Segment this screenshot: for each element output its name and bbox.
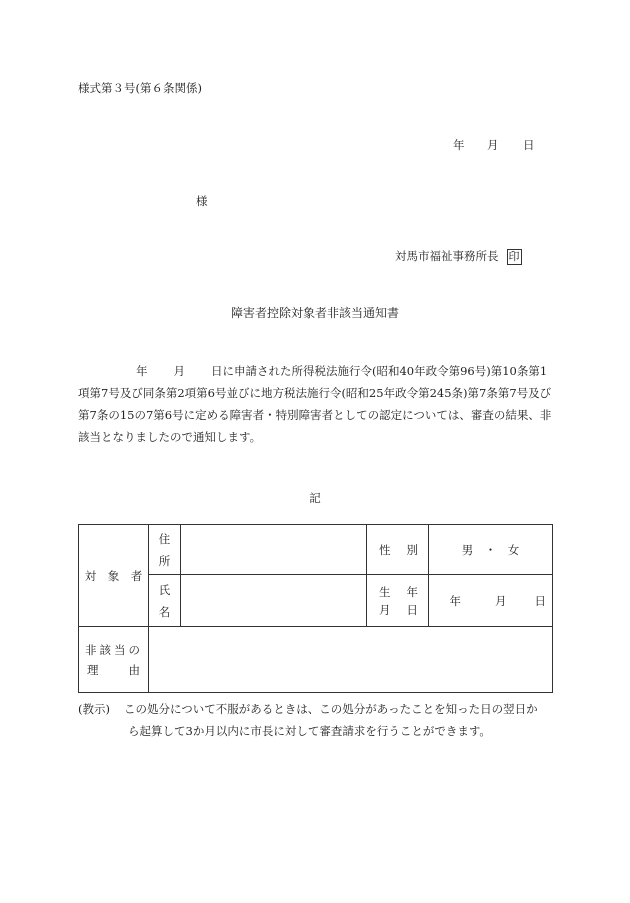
form-number: 様式第３号(第６条関係) bbox=[78, 81, 202, 95]
birth-label-2: 年 bbox=[406, 584, 418, 599]
issuer-name: 対馬市福祉事務所長 bbox=[395, 249, 499, 263]
birth-value-cell[interactable] bbox=[429, 575, 553, 627]
body-month-label: 月 bbox=[173, 364, 185, 378]
name-label-1: 氏 bbox=[158, 582, 171, 597]
body-year-label: 年 bbox=[136, 364, 148, 378]
name-label-cell bbox=[149, 575, 181, 627]
address-label-1: 住 bbox=[158, 531, 171, 546]
body-paragraph bbox=[78, 360, 558, 448]
notice-block bbox=[78, 698, 558, 742]
notice-line-2: ら起算して3か月以内に市長に対して審査請求を行うことができます。 bbox=[128, 724, 491, 738]
birth-label-1: 生 bbox=[379, 584, 391, 599]
document-title: 障害者控除対象者非該当通知書 bbox=[230, 306, 399, 320]
body-text: 日に申請された所得税法施行令(昭和40年政令第96号)第10条第1項第7号及び同条第2項第6号並びに地方税法施行令(昭和25年政令第245条)第7条第7号及び第7条の15の7第6号に定める障害者・特別障害者としての認定については、審査の結果、非該当となりましたので通知します。 bbox=[78, 364, 552, 444]
reason-label-3: 由 bbox=[128, 662, 140, 677]
address-value-cell[interactable] bbox=[181, 525, 367, 575]
birth-month-label: 月 bbox=[495, 593, 507, 608]
date-month-label: 月 bbox=[487, 138, 499, 152]
reason-label-1: 非該当の bbox=[85, 642, 143, 657]
subject-label-cell bbox=[79, 525, 149, 627]
issuer-line bbox=[395, 248, 522, 265]
seal-mark: 印 bbox=[508, 250, 520, 263]
ki-heading: 記 bbox=[309, 491, 321, 505]
birth-label-4: 日 bbox=[406, 602, 418, 617]
date-line bbox=[453, 137, 535, 153]
notice-line-1: この処分について不服があるときは、この処分があったことを知った日の翌日か bbox=[123, 702, 538, 716]
birth-day-label: 日 bbox=[534, 593, 546, 608]
record-table bbox=[78, 524, 553, 693]
date-year-label: 年 bbox=[453, 138, 465, 152]
birth-label-3: 月 bbox=[379, 602, 391, 617]
name-label-2: 名 bbox=[158, 604, 171, 619]
gender-options[interactable]: 男 ・ 女 bbox=[461, 542, 520, 557]
date-day-label: 日 bbox=[523, 138, 535, 152]
birth-year-label: 年 bbox=[449, 593, 461, 608]
gender-label-cell bbox=[367, 525, 429, 575]
gender-label-2: 別 bbox=[406, 542, 418, 557]
gender-label-1: 性 bbox=[379, 542, 391, 557]
reason-label-cell bbox=[79, 627, 149, 693]
address-label-2: 所 bbox=[158, 553, 171, 568]
address-label-cell bbox=[149, 525, 181, 575]
subject-label: 対 象 者 bbox=[84, 568, 143, 583]
name-value-cell[interactable] bbox=[181, 575, 367, 627]
notice-prefix: (教示) bbox=[78, 702, 110, 716]
reason-value-cell[interactable] bbox=[149, 627, 553, 693]
birth-label-cell bbox=[367, 575, 429, 627]
reason-label-2: 理 bbox=[87, 662, 99, 677]
addressee-suffix: 様 bbox=[196, 194, 208, 208]
gender-options-cell[interactable] bbox=[429, 525, 553, 575]
